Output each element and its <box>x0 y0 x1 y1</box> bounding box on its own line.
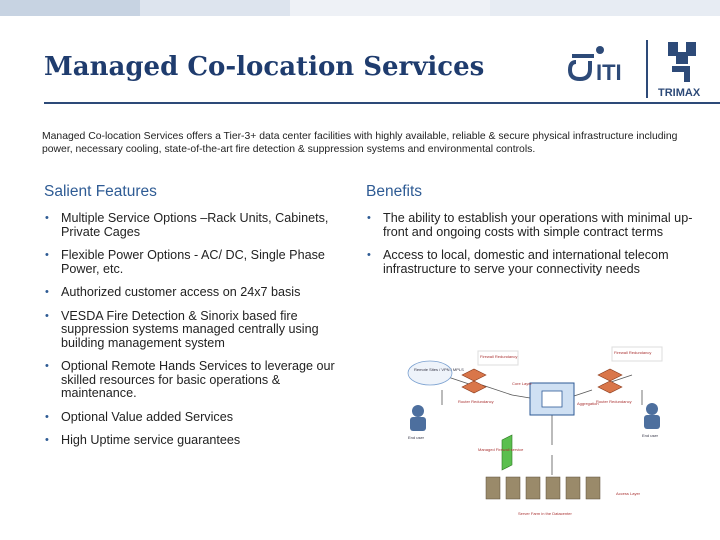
diagram-firewall-right-label: Firewall Redundancy <box>614 350 652 355</box>
title-divider <box>44 102 720 104</box>
list-item-text: VESDA Fire Detection & Sinorix based fire suppression systems managed centrally using building management system <box>61 308 319 350</box>
intro-paragraph: Managed Co-location Services offers a Tier-3+ data center facilities with highly available, reliable & secure physical infrastructure including power, necessary cooling, state-of-the-art fire detection & suppression systems and environmental controls. <box>42 131 678 155</box>
diagram-caption: Server Farm in the Datacenter <box>518 511 572 516</box>
diagram-aggregation-label: Aggregation <box>577 401 599 406</box>
bullet-icon: • <box>45 434 49 446</box>
list-item <box>44 411 356 425</box>
client-right-icon <box>644 403 660 429</box>
band-segment <box>0 0 140 16</box>
benefits-heading: Benefits <box>366 183 423 200</box>
diagram-managed-firewall-label: Managed Firewall service <box>478 447 524 452</box>
trimax-logo <box>646 36 716 100</box>
list-item-text: Multiple Service Options –Rack Units, Cabinets, Private Cages <box>61 211 329 239</box>
salient-features-list <box>44 212 356 458</box>
salient-features-heading: Salient Features <box>44 183 157 200</box>
iti-logo <box>566 40 638 90</box>
list-item <box>44 286 356 300</box>
band-segment <box>140 0 290 16</box>
router-right-icon <box>598 369 622 393</box>
server-farm-icon <box>486 477 600 499</box>
band-segment <box>290 0 490 16</box>
diagram-client-left-label: End user <box>408 435 425 440</box>
trimax-logo-text: TRIMAX <box>658 87 701 99</box>
list-item <box>44 212 356 239</box>
bullet-icon: • <box>367 249 371 261</box>
list-item-text: Optional Remote Hands Services to leverage our skilled resources for basic operations & maintenance. <box>61 359 335 400</box>
list-item <box>366 212 696 239</box>
list-item-text: Flexible Power Options - AC/ DC, Single Phase Power, etc. <box>61 248 325 276</box>
remote-site-cloud-icon <box>408 361 452 385</box>
diagram-access-layer-label: Access Layer <box>616 491 641 496</box>
core-switch-icon <box>542 391 562 407</box>
list-item <box>366 249 696 276</box>
list-item <box>44 249 356 276</box>
top-color-band <box>0 0 720 16</box>
list-item-text: The ability to establish your operations with minimal up-front and ongoing costs with simple contract terms <box>383 211 693 239</box>
bullet-icon: • <box>45 249 49 261</box>
list-item-text: Access to local, domestic and international telecom infrastructure to serve your connectivity needs <box>383 248 669 276</box>
list-item <box>44 434 356 448</box>
bullet-icon: • <box>45 410 49 423</box>
benefits-list <box>366 212 696 286</box>
diagram-remote-site-label: Remote Sites / VPN / MPLS <box>414 367 464 372</box>
client-left-icon <box>410 405 426 431</box>
list-item-text: Authorized customer access on 24x7 basis <box>61 285 301 299</box>
band-segment <box>490 0 720 16</box>
bullet-icon: • <box>45 212 49 224</box>
router-left-icon <box>462 369 486 393</box>
diagram-client-right-label: End user <box>642 433 659 438</box>
diagram-firewall-left-label: Firewall Redundancy <box>480 354 518 359</box>
bullet-icon: • <box>367 212 371 224</box>
list-item <box>44 360 356 401</box>
managed-firewall-icon <box>502 435 512 470</box>
list-item-text: High Uptime service guarantees <box>61 433 241 447</box>
diagram-router-right-label: Router Redundancy <box>596 399 632 404</box>
bullet-icon: • <box>45 360 49 372</box>
list-item <box>44 310 356 351</box>
diagram-core-layer-label: Core Layer <box>512 381 532 386</box>
page-title: Managed Co-location Services <box>44 52 485 82</box>
diagram-router-left-label: Router Redundancy <box>458 399 494 404</box>
bullet-icon: • <box>45 309 49 322</box>
iti-logo-text: ITI <box>596 60 622 85</box>
network-diagram <box>402 345 674 537</box>
list-item-text: Optional Value added Services <box>61 409 233 424</box>
bullet-icon: • <box>45 286 49 298</box>
